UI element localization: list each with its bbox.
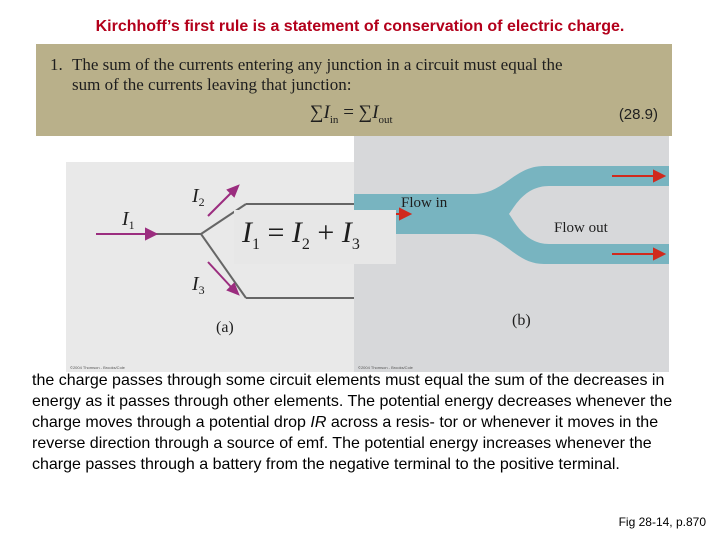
subscript-in: in: [329, 113, 339, 126]
subscript-2: 2: [301, 236, 310, 253]
equals-sign: =: [260, 216, 292, 249]
figure-reference: Fig 28-14, p.870: [618, 515, 706, 529]
plus-sign: +: [309, 216, 342, 249]
figure-b-pipe-flow: [351, 136, 669, 372]
rule-box: [36, 44, 672, 136]
subscript-3: 3: [351, 236, 360, 253]
equation-number: (28.9): [618, 106, 658, 123]
rule-number: 1.: [50, 55, 63, 74]
figure-b-label: (b): [512, 312, 531, 329]
rule-line-1: The sum of the currents entering any junction in a circuit must equal the: [72, 55, 563, 74]
arrow-i1-head: [146, 229, 156, 239]
pipe-diagram: [351, 136, 669, 372]
junction-equation: [242, 216, 360, 254]
current-i2: I: [291, 216, 302, 249]
flow-out-label: Flow out: [554, 220, 608, 236]
current-symbol: I: [372, 102, 379, 123]
label-i3: $I_3$: [192, 273, 205, 297]
junction-rule-equation: [310, 102, 393, 126]
arrow-i2-shaft: [208, 192, 232, 216]
sum-symbol: ∑: [310, 102, 324, 123]
current-arrows: [96, 186, 238, 294]
rule-line-2: sum of the currents leaving that junction:: [72, 75, 352, 94]
figure-a-circuit-junction: [66, 162, 356, 372]
subscript-out: out: [378, 113, 393, 126]
current-i3: I: [341, 216, 352, 249]
current-symbol: I: [323, 102, 330, 123]
sum-symbol: ∑: [358, 102, 373, 123]
slide-title: Kirchhoff’s first rule is a statement of conservation of electric charge.: [95, 18, 625, 35]
figure-a-credit: ©2004 Thomson - Brooks/Cole: [70, 365, 125, 370]
figure-b-credit: ©2004 Thomson - Brooks/Cole: [358, 365, 413, 370]
junction-equation-box: [234, 210, 396, 264]
body-paragraph: [32, 370, 700, 475]
arrow-i3-shaft: [208, 262, 232, 288]
equals-sign: =: [338, 102, 359, 123]
body-text-part-2: across a resis- tor or whenever it moves in the reverse direction through a source of emf. The potential energy increases whenever the charge passes through a battery from the negative terminal to the positive terminal.: [32, 414, 659, 473]
current-i1: I: [242, 216, 252, 249]
body-text-italic: IR: [310, 414, 327, 431]
body-text-part-1: the charge passes through some circuit elements must equal the sum of the decreases in energy as it passes through other elements. The potential energy decreases whenever the charge moves through a potential drop: [32, 372, 673, 431]
label-i2: $I_2$: [192, 185, 205, 209]
flow-in-label: Flow in: [401, 195, 448, 211]
junction-diagram: [66, 162, 356, 372]
figure-a-label: (a): [216, 319, 234, 336]
subscript-1: 1: [252, 236, 260, 253]
label-i1: $I_1$: [122, 208, 135, 232]
